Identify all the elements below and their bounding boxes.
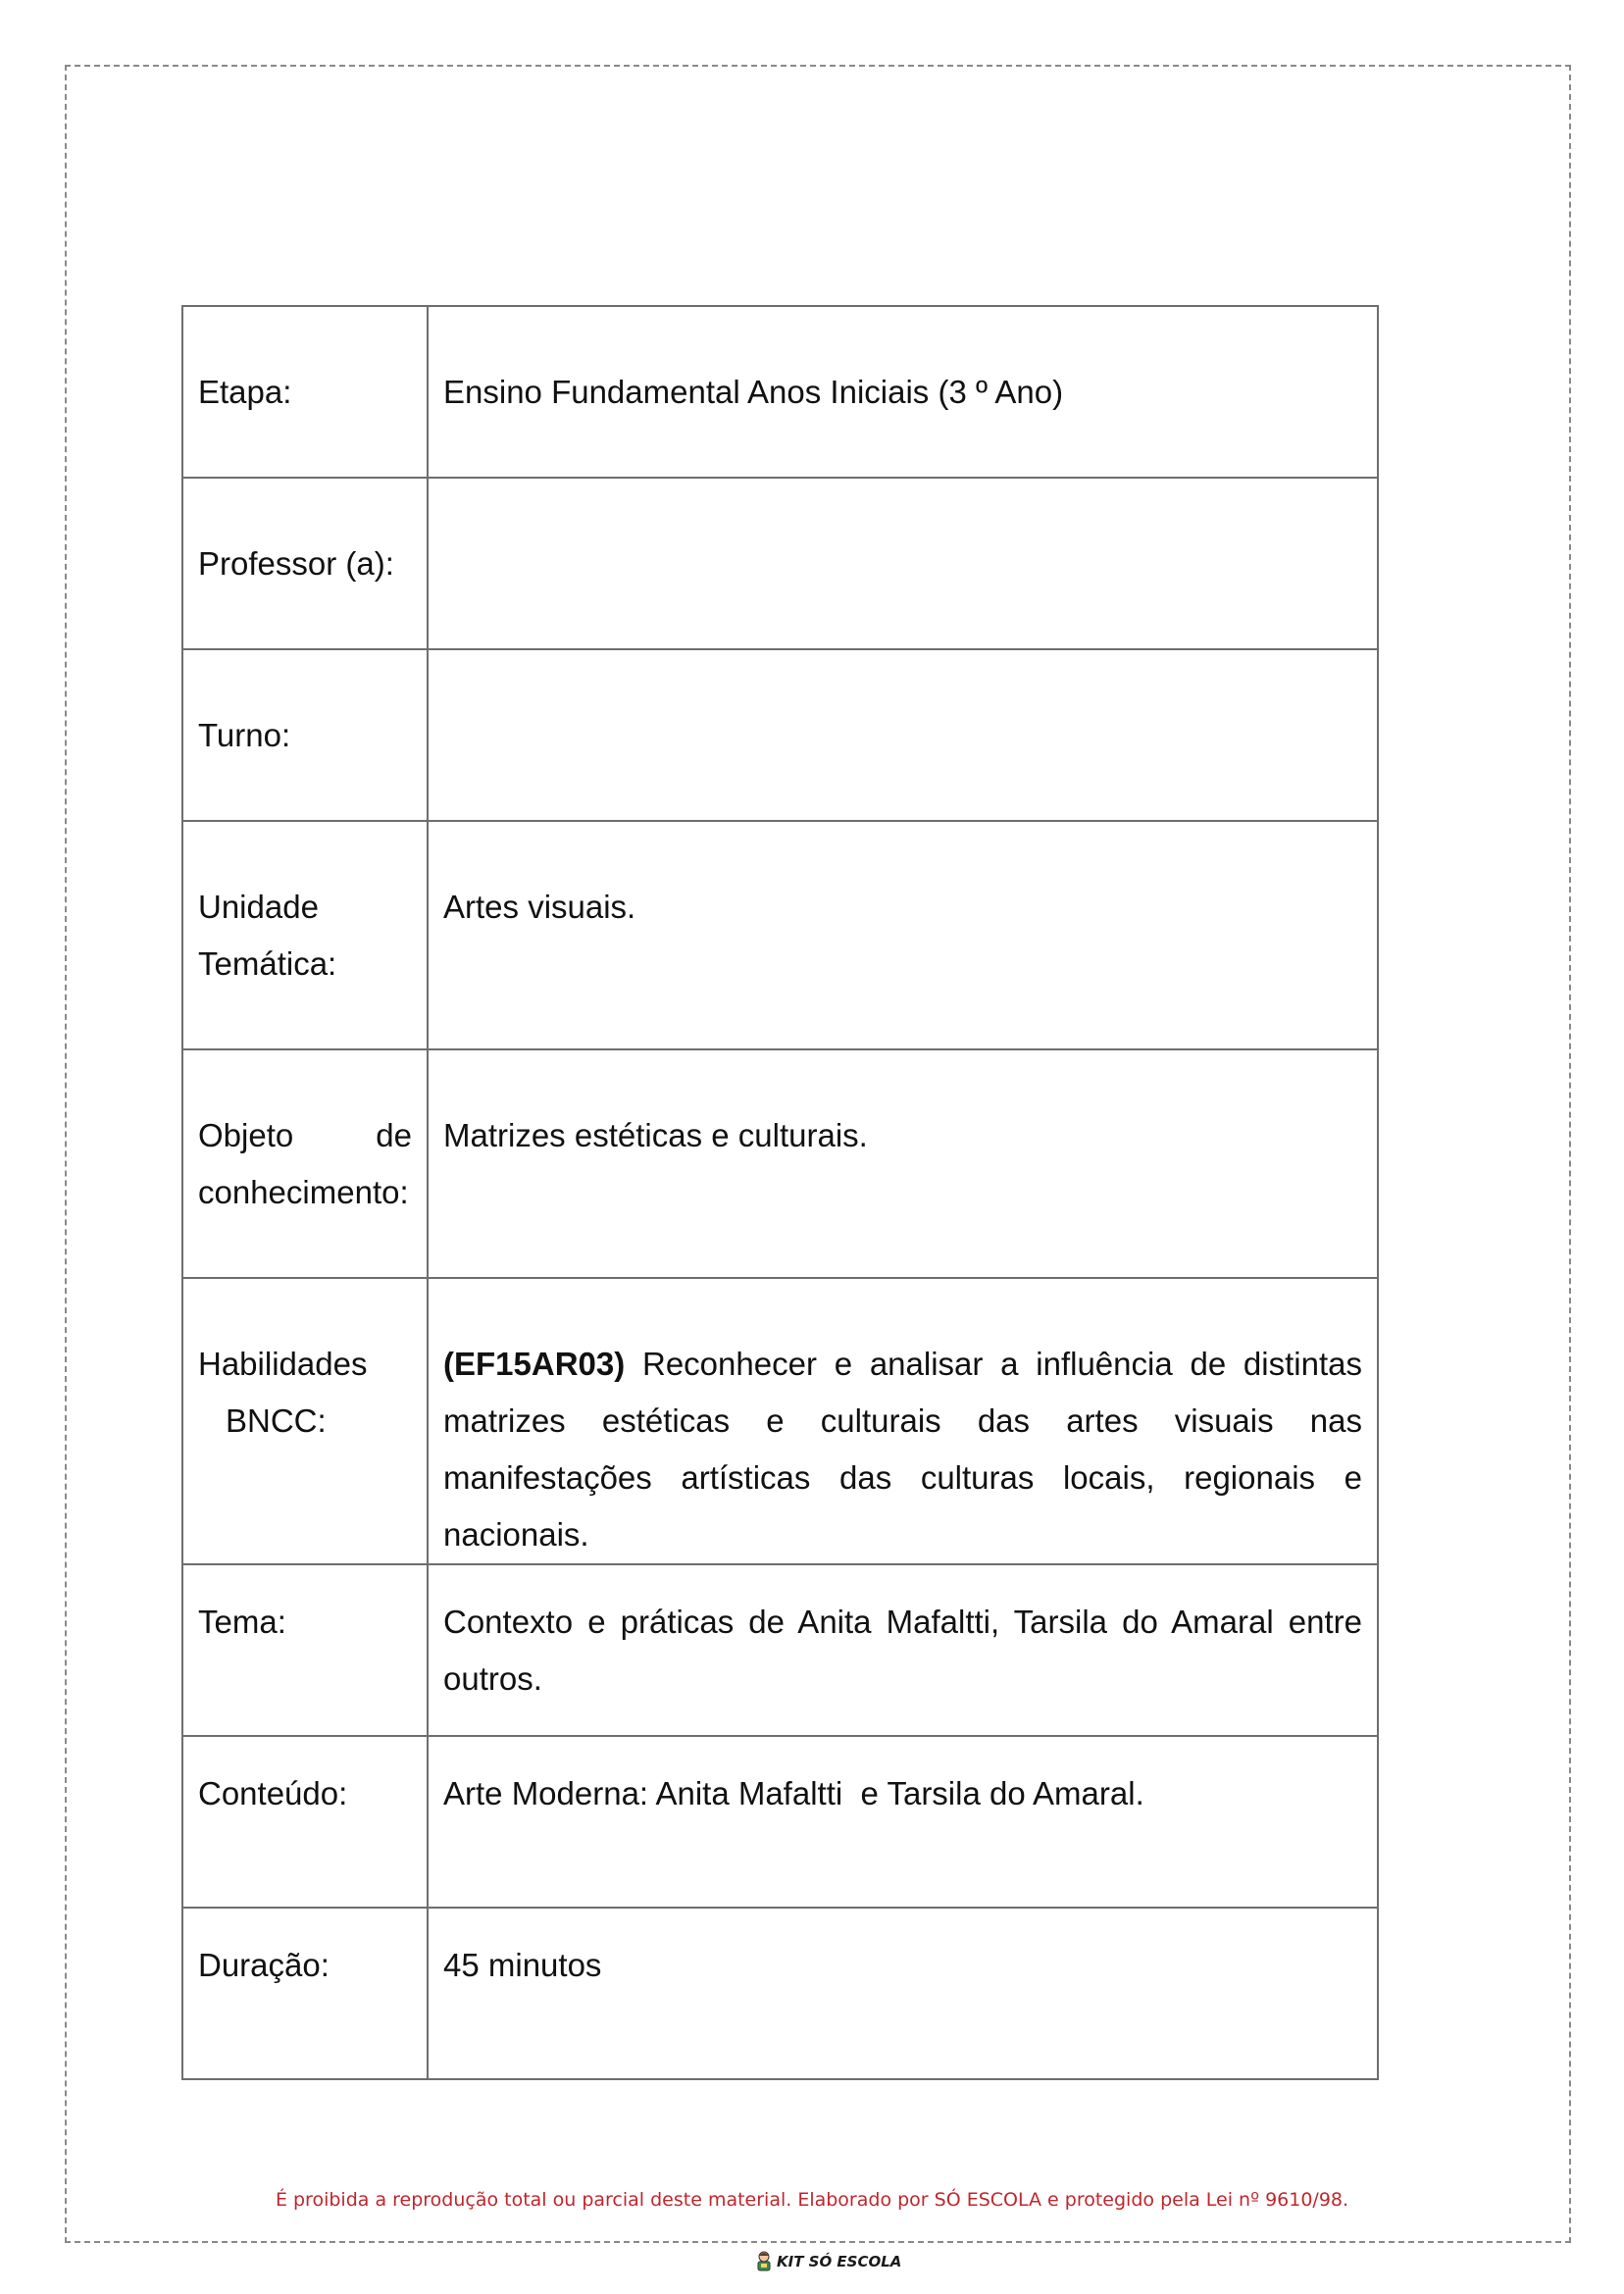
conteudo-label: Conteúdo: [198,1775,348,1811]
unidade-label-line-2: Temática: [198,945,337,982]
unidade-value: Artes visuais. [443,889,636,925]
table-row-etapa [182,306,1378,478]
label-cell [182,478,428,649]
table-row-objeto-conhecimento [182,1049,1378,1278]
habilidades-label-line-1: Habilidades [198,1346,368,1382]
objeto-label-line-2: conhecimento: [198,1174,409,1210]
lesson-plan-table [181,305,1379,2080]
etapa-label: Etapa: [198,374,292,410]
conteudo-value: Arte Moderna: Anita Mafaltti e Tarsila do Amaral. [443,1775,1144,1811]
value-cell [428,821,1378,1049]
table-row-tema [182,1564,1378,1736]
habilidades-value-line-2: matrizes estéticas e culturais das artes visuais nas [443,1402,1362,1439]
value-cell [428,1908,1378,2079]
habilidades-value-line-1 [443,1336,1362,1393]
value-cell [428,1736,1378,1908]
duracao-label: Duração: [198,1947,330,1983]
tema-label: Tema: [198,1604,286,1640]
table-row-unidade-tematica [182,821,1378,1049]
tema-value-line-2: outros. [443,1660,542,1697]
label-cell [182,1278,428,1564]
table-row-professor [182,478,1378,649]
objeto-value: Matrizes estéticas e culturais. [443,1117,868,1153]
brand-logo [755,2250,901,2273]
professor-label: Professor (a): [198,545,394,582]
habilidades-value-line-4: nacionais. [443,1516,589,1553]
bncc-code: (EF15AR03) [443,1346,626,1382]
label-cell [182,1736,428,1908]
tema-value-line-1: Contexto e práticas de Anita Mafaltti, Tarsila do Amaral entre [443,1604,1362,1640]
label-cell [182,1049,428,1278]
value-cell [428,306,1378,478]
turno-value-cell [428,649,1378,821]
copyright-notice: É proibida a reprodução total ou parcial deste material. Elaborado por SÓ ESCOLA e protegido pela Lei nº 9610/98. [275,2189,1349,2211]
duracao-value: 45 minutos [443,1947,602,1983]
objeto-label-line-1: Objeto de [198,1117,412,1153]
label-cell [182,1908,428,2079]
label-cell [182,649,428,821]
professor-value-cell [428,478,1378,649]
table-row-habilidades-bncc [182,1278,1378,1564]
brand-text: KIT SÓ ESCOLA [777,2253,902,2270]
habilidades-label-line-2: BNCC: [226,1402,327,1439]
label-cell [182,306,428,478]
turno-label: Turno: [198,717,291,753]
value-cell [428,1049,1378,1278]
table-row-duracao [182,1908,1378,2079]
label-cell [182,821,428,1049]
unidade-label-line-1: Unidade [198,889,319,925]
etapa-value: Ensino Fundamental Anos Iniciais (3 º Ano) [443,374,1064,410]
school-kid-icon [755,2251,773,2272]
habilidades-text-1: Reconhecer e analisar a influência de distintas [642,1346,1362,1382]
table-row-turno [182,649,1378,821]
value-cell [428,1564,1378,1736]
value-cell [428,1278,1378,1564]
label-cell [182,1564,428,1736]
table-row-conteudo [182,1736,1378,1908]
habilidades-value-line-3: manifestações artísticas das culturas locais, regionais e [443,1459,1362,1496]
